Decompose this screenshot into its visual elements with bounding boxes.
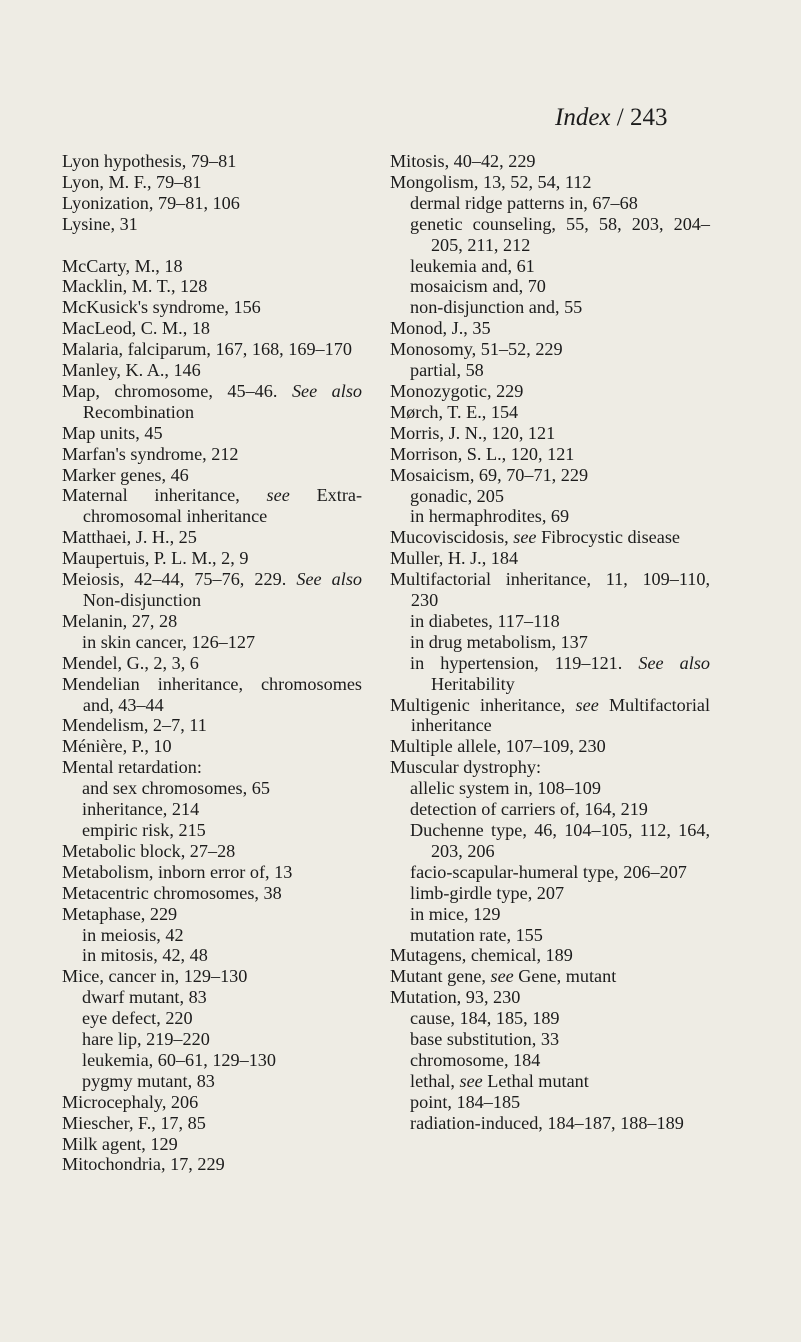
index-subentry [410, 506, 710, 527]
index-subentry [82, 1029, 362, 1050]
entry-text: Matthaei, J. H., 25 [62, 527, 197, 548]
index-subentry [410, 193, 710, 214]
index-entry [62, 381, 362, 423]
entry-text: Miescher, F., 17, 85 [62, 1112, 206, 1133]
index-entry [62, 297, 362, 318]
index-entry [390, 339, 710, 360]
entry-text: in mice, 129 [410, 903, 501, 924]
entry-text: McCarty, M., 18 [62, 255, 183, 276]
entry-text: Multiple allele, 107–109, 230 [390, 736, 606, 757]
index-subentry [82, 1050, 362, 1071]
index-entry [390, 444, 710, 465]
entry-text: Lyonization, 79–81, 106 [62, 192, 240, 213]
index-entry [62, 193, 362, 214]
entry-text: base substitution, 33 [410, 1029, 560, 1050]
entry-text: chromosome, 184 [410, 1049, 541, 1070]
entry-text: non-disjunction and, 55 [410, 297, 583, 318]
index-subentry [410, 653, 710, 695]
entry-text: Mental retardation: [62, 757, 202, 778]
index-entry [390, 945, 710, 966]
index-entry [390, 423, 710, 444]
header-separator: / [616, 104, 624, 131]
index-subentry [82, 632, 362, 653]
entry-text: genetic counseling, 55, 58, 203, 204–205, 211, 212 [410, 213, 710, 255]
entry-text: leukemia, 60–61, 129–130 [82, 1049, 276, 1070]
entry-text: Mitosis, 40–42, 229 [390, 151, 536, 171]
entry-text: radiation-induced, 184–187, 188–189 [410, 1112, 684, 1133]
entry-text: Lyon, M. F., 79–81 [62, 171, 202, 192]
entry-text: Multifactorial inheritance, 11, 109–110, 230 [390, 569, 710, 611]
index-subentry [410, 214, 710, 256]
index-subentry [82, 820, 362, 841]
index-entry [390, 527, 710, 548]
index-entry [62, 1134, 362, 1155]
index-subentry [410, 1008, 710, 1029]
entry-text: Mutation, 93, 230 [390, 987, 521, 1008]
index-entry [62, 841, 362, 862]
index-subentry [410, 297, 710, 318]
index-entry [62, 485, 362, 527]
see-reference: see [513, 527, 537, 548]
see-reference: see [459, 1070, 483, 1091]
index-entry [62, 465, 362, 486]
index-entry [62, 674, 362, 716]
index-entry [62, 444, 362, 465]
entry-text: in skin cancer, 126–127 [82, 631, 256, 652]
index-entry [62, 276, 362, 297]
entry-text: McKusick's syndrome, 156 [62, 297, 261, 318]
index-entry [62, 862, 362, 883]
see-target: Fibrocystic disease [541, 527, 680, 548]
entry-text: Map, chromosome, 45–46. [62, 380, 278, 401]
index-subentry [410, 799, 710, 820]
entry-text: leukemia and, 61 [410, 255, 535, 276]
entry-text: Metacentric chromosomes, 38 [62, 882, 282, 903]
entry-text: Microcephaly, 206 [62, 1091, 199, 1112]
index-entry [62, 715, 362, 736]
entry-text: Mendelism, 2–7, 11 [62, 715, 207, 736]
entry-text: Malaria, falciparum, 167, 168, 169–170 [62, 339, 352, 360]
running-header [555, 104, 667, 132]
entry-text: Ménière, P., 10 [62, 736, 172, 757]
entry-text: Muscular dystrophy: [390, 757, 542, 778]
entry-text: Monozygotic, 229 [390, 380, 524, 401]
index-entry [62, 256, 362, 277]
index-entry [62, 569, 362, 611]
entry-text: Manley, K. A., 146 [62, 360, 201, 381]
index-subentry [410, 778, 710, 799]
entry-text: hare lip, 219–220 [82, 1029, 210, 1050]
index-subentry [82, 925, 362, 946]
entry-text: Monosomy, 51–52, 229 [390, 339, 563, 360]
see-reference: See also [291, 380, 363, 401]
index-subentry [410, 632, 710, 653]
entry-text: and sex chromosomes, 65 [82, 778, 270, 799]
index-entry [390, 381, 710, 402]
entry-text: Marfan's syndrome, 212 [62, 443, 239, 464]
entry-text: Melanin, 27, 28 [62, 610, 178, 631]
index-entry [390, 695, 710, 737]
index-entry [62, 172, 362, 193]
index-entry [62, 151, 362, 172]
entry-text: Map units, 45 [62, 422, 163, 443]
entry-text: Milk agent, 129 [62, 1133, 178, 1154]
see-target: Lethal mutant [487, 1070, 589, 1091]
see-target: Gene, mutant [518, 966, 617, 987]
index-entry [390, 548, 710, 569]
entry-text: mutation rate, 155 [410, 924, 543, 945]
header-title: Index [555, 104, 611, 131]
entry-text: Maternal inheritance, [62, 485, 240, 506]
index-subentry [410, 883, 710, 904]
index-entry [390, 966, 710, 987]
entry-text: empiric risk, 215 [82, 819, 206, 840]
entry-text: in drug metabolism, 137 [410, 631, 588, 652]
index-subentry [410, 276, 710, 297]
entry-text: Morris, J. N., 120, 121 [390, 422, 556, 443]
see-target: Multifactorial inheritance [410, 694, 710, 736]
entry-text: pygmy mutant, 83 [82, 1070, 215, 1091]
index-entry [390, 465, 710, 486]
index-entry [390, 569, 710, 611]
entry-text: Mongolism, 13, 52, 54, 112 [390, 171, 592, 192]
entry-text: mosaicism and, 70 [410, 276, 546, 297]
index-entry [390, 318, 710, 339]
index-subentry [410, 925, 710, 946]
see-target: Non-disjunction [82, 590, 202, 611]
index-entry [62, 1092, 362, 1113]
index-subentry [410, 1029, 710, 1050]
index-entry [390, 172, 710, 193]
entry-text: Metabolic block, 27–28 [62, 840, 236, 861]
entry-text: Monod, J., 35 [390, 318, 491, 339]
entry-text: Mice, cancer in, 129–130 [62, 966, 248, 987]
see-reference: See also [638, 652, 710, 673]
entry-text: Macklin, M. T., 128 [62, 276, 208, 297]
index-entry [62, 966, 362, 987]
index-column-right [390, 151, 710, 1134]
see-reference: see [575, 694, 599, 715]
entry-text: Mutagens, chemical, 189 [390, 945, 573, 966]
entry-text: eye defect, 220 [82, 1008, 193, 1029]
index-entry [390, 757, 710, 778]
entry-text: Mendelian inheritance, chromosomes and, 43–44 [62, 673, 362, 715]
entry-text: Maupertuis, P. L. M., 2, 9 [62, 548, 249, 569]
see-target: Recombination [82, 401, 195, 422]
entry-text: Metabolism, inborn error of, 13 [62, 861, 293, 882]
entry-text: Mutant gene, [390, 966, 486, 987]
entry-text: Mitochondria, 17, 229 [62, 1154, 225, 1175]
entry-text: gonadic, 205 [410, 485, 504, 506]
page-number: 243 [629, 104, 668, 131]
entry-text: Mendel, G., 2, 3, 6 [62, 652, 199, 673]
index-entry [390, 151, 710, 172]
index-entry [62, 736, 362, 757]
entry-text: Mosaicism, 69, 70–71, 229 [390, 464, 589, 485]
entry-text: Muller, H. J., 184 [390, 548, 519, 569]
entry-text: point, 184–185 [410, 1091, 521, 1112]
entry-text: detection of carriers of, 164, 219 [410, 799, 648, 820]
index-entry [390, 402, 710, 423]
index-entry [62, 527, 362, 548]
entry-text: Duchenne type, 46, 104–105, 112, 164, 203, 206 [410, 820, 710, 861]
entry-text: lethal, [410, 1070, 455, 1091]
entry-text: dermal ridge patterns in, 67–68 [410, 192, 638, 213]
see-target: Extra-chromosomal inheritance [82, 485, 363, 527]
index-subentry [410, 1050, 710, 1071]
index-subentry [82, 1008, 362, 1029]
index-entry [62, 339, 362, 360]
see-target: Heritability [430, 673, 515, 694]
index-subentry [82, 987, 362, 1008]
index-entry [390, 736, 710, 757]
index-subentry [410, 360, 710, 381]
index-entry [62, 214, 362, 235]
index-entry [62, 611, 362, 632]
entry-text: Multigenic inheritance, [390, 694, 566, 715]
entry-text: cause, 184, 185, 189 [410, 1008, 560, 1029]
index-entry [62, 360, 362, 381]
index-entry [62, 757, 362, 778]
index-subentry [410, 611, 710, 632]
index-subentry [410, 1113, 710, 1134]
see-reference: see [490, 966, 514, 987]
entry-text: Mucoviscidosis, [390, 527, 509, 548]
entry-text: Lyon hypothesis, 79–81 [62, 151, 237, 171]
index-entry [62, 548, 362, 569]
index-entry [62, 883, 362, 904]
entry-text: allelic system in, 108–109 [410, 778, 601, 799]
entry-text: in hermaphrodites, 69 [410, 506, 570, 527]
index-subentry [410, 1092, 710, 1113]
entry-text: Marker genes, 46 [62, 464, 189, 485]
entry-text: limb-girdle type, 207 [410, 882, 565, 903]
index-subentry [82, 945, 362, 966]
entry-text: Metaphase, 229 [62, 903, 178, 924]
entry-text: in diabetes, 117–118 [410, 610, 560, 631]
index-entry [390, 987, 710, 1008]
index-entry [62, 653, 362, 674]
index-subentry [82, 1071, 362, 1092]
index-subentry [410, 486, 710, 507]
index-subentry [82, 799, 362, 820]
entry-text: Lysine, 31 [62, 213, 138, 234]
index-subentry [410, 862, 710, 883]
entry-text: facio-scapular-humeral type, 206–207 [410, 861, 687, 882]
entry-text: dwarf mutant, 83 [82, 987, 207, 1008]
index-subentry [410, 904, 710, 925]
entry-text: in meiosis, 42 [82, 924, 184, 945]
entry-text: in hypertension, 119–121. [410, 652, 623, 673]
index-entry [62, 423, 362, 444]
see-reference: see [266, 485, 290, 506]
index-column-left [62, 151, 362, 1175]
index-subentry [410, 820, 710, 862]
index-entry [62, 904, 362, 925]
entry-text: MacLeod, C. M., 18 [62, 318, 211, 339]
index-subentry [410, 256, 710, 277]
index-entry [62, 1154, 362, 1175]
index-subentry [410, 1071, 710, 1092]
entry-text: Morrison, S. L., 120, 121 [390, 443, 575, 464]
see-reference: See also [296, 569, 363, 590]
index-subentry [82, 778, 362, 799]
entry-text: Meiosis, 42–44, 75–76, 229. [62, 569, 287, 590]
entry-text: partial, 58 [410, 360, 484, 381]
entry-text: inheritance, 214 [82, 799, 200, 820]
entry-text: Mørch, T. E., 154 [390, 401, 519, 422]
entry-text: in mitosis, 42, 48 [82, 945, 208, 966]
index-entry [62, 1113, 362, 1134]
index-entry [62, 318, 362, 339]
